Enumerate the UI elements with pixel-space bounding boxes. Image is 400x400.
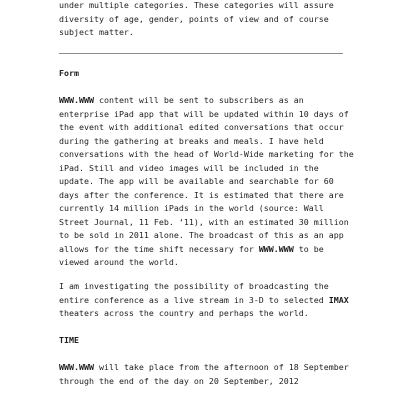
form-paragraph-2 — [59, 280, 359, 321]
paragraph-line: theaters across the country and perhaps the world. — [59, 308, 309, 318]
paragraph-line — [59, 94, 359, 108]
text-run: content will be sent to subscribers as an — [93, 95, 304, 105]
form-heading: Form — [59, 68, 79, 78]
paragraph-line: currently 14 million iPads in the world (source: Wall — [59, 203, 324, 213]
paragraph-line — [59, 294, 359, 308]
intro-line: diversity of age, gender, points of view and of course — [59, 13, 329, 24]
event-name: WWW.WWW — [59, 95, 94, 105]
paragraph-line: Street Journal, 11 Feb. ‘11), with an estimated 30 million — [59, 216, 349, 227]
paragraph-line: during the gathering at breaks and meals. I have held — [59, 135, 324, 146]
text-run: allows for the time shift necessary for — [59, 243, 259, 254]
event-name: WWW.WWW — [258, 243, 294, 254]
paragraph-line: to be sold in 2011 alone. The broadcast of this as an app — [59, 230, 344, 240]
paragraph-line: the event with additional edited conversations that occur — [59, 122, 344, 132]
paragraph-line: iPad. Still and video images will be included in the — [59, 162, 319, 173]
paragraph-line: update. The app will be available and searchable for 60 — [59, 176, 334, 186]
intro-paragraph — [59, 0, 359, 40]
paragraph-line: viewed around the world. — [59, 257, 179, 267]
time-heading: TIME — [59, 335, 79, 345]
paragraph-line — [59, 361, 359, 375]
paragraph-line: through the end of the day on 20 September, 2012 — [59, 375, 299, 386]
paragraph-line: conversations with the head of World-Wide marketing for the — [59, 149, 354, 159]
intro-line: subject matter. — [59, 27, 134, 37]
event-name: WWW.WWW — [59, 362, 94, 372]
paragraph-line: days after the conference. It is estimated that there are — [59, 189, 344, 200]
intro-line: under multiple categories. These categories will assure — [59, 0, 334, 10]
form-paragraph-1 — [59, 94, 359, 270]
paragraph-line: I am investigating the possibility of broadcasting the — [59, 281, 329, 291]
text-run: to be — [293, 243, 324, 254]
text-run: entire conference as a live stream in 3-D to selected — [59, 294, 329, 305]
paragraph-line: enterprise iPad app that will be updated within 10 days of — [59, 108, 349, 119]
text-run: will take place from the afternoon of 18 September — [93, 362, 349, 372]
imax-label: IMAX — [328, 294, 349, 305]
section-divider — [59, 53, 343, 54]
time-paragraph — [59, 361, 359, 388]
paragraph-line — [59, 243, 359, 257]
